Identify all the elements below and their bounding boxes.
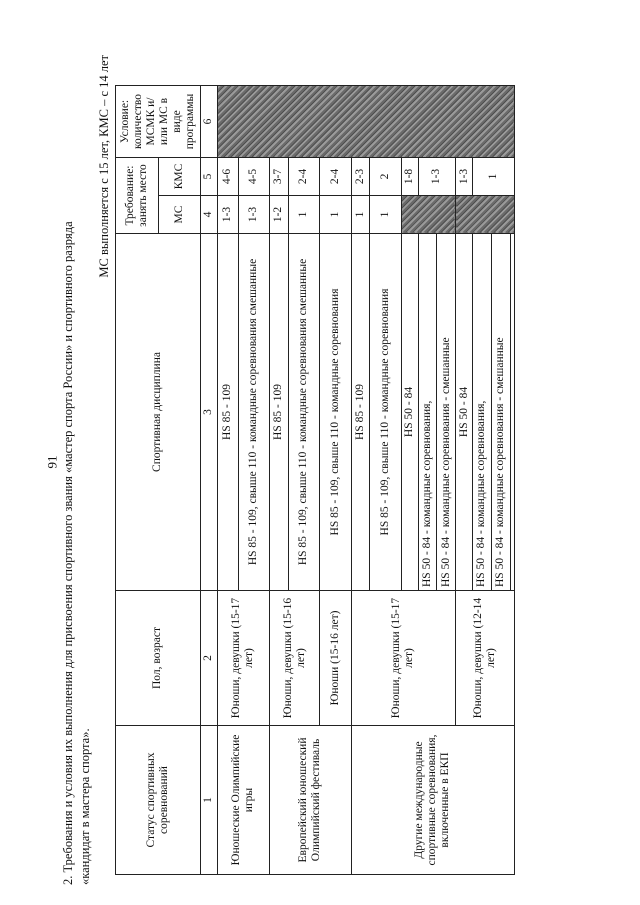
header-status: Статус спортивных соревнований: [116, 726, 201, 875]
ms-cell: 1: [320, 196, 351, 234]
discipline-cell: HS 85 - 109, свыше 110 - командные соревнования: [320, 234, 351, 591]
discipline-cell: HS 85 - 109: [351, 234, 370, 591]
header-gender-age: Пол, возраст: [116, 591, 201, 726]
kms-cell: 3-7: [269, 158, 288, 196]
heading-line-1: 2. Требования и условия их выполнения для присвоения спортивного звания «мастер спорта России» и спортивного разряда: [61, 221, 75, 885]
page-number: 91: [44, 455, 60, 469]
header-kms: КМС: [159, 158, 201, 196]
gender-age-cell: Юноши, девушки (15-16 лет): [269, 591, 319, 726]
shaded-ms-cell: [456, 196, 515, 234]
discipline-cell: HS 50 - 84: [456, 234, 473, 591]
kms-cell: 1-8: [401, 158, 418, 196]
empty-cell: [510, 234, 514, 591]
gender-age-cell: Юноши, девушки (15-17 лет): [351, 591, 456, 726]
ms-cell: 1: [288, 196, 319, 234]
status-cell: Юношеские Олимпийские игры: [217, 726, 269, 875]
discipline-cell: HS 50 - 84 - командные соревнования - смешанные: [491, 234, 510, 591]
kms-cell: 2-3: [351, 158, 370, 196]
discipline-cell: HS 50 - 84 - командные соревнования,: [473, 234, 492, 591]
col-num-6: 6: [200, 86, 217, 158]
gender-age-cell: Юноши, девушки (12-14 лет): [456, 591, 515, 726]
header-condition: Условие: количество МСМК и/или МС в виде программы: [116, 86, 201, 158]
discipline-cell: HS 85 - 109, свыше 110 - командные соревнования смешанные: [238, 234, 269, 591]
discipline-cell: HS 50 - 84: [401, 234, 418, 591]
kms-cell: 2: [370, 158, 401, 196]
discipline-cell: HS 85 - 109: [217, 234, 238, 591]
header-discipline: Спортивная дисциплина: [116, 234, 201, 591]
ms-cell: 1: [351, 196, 370, 234]
ms-cell: 1-2: [269, 196, 288, 234]
kms-cell: 4-5: [238, 158, 269, 196]
status-cell: Другие международные спортивные соревнования, включенные в ЕКП: [351, 726, 514, 875]
discipline-cell: HS 85 - 109: [269, 234, 288, 591]
kms-cell: 2-4: [320, 158, 351, 196]
col-num-3: 3: [200, 234, 217, 591]
status-cell: Европейский юношеский Олимпийский фестиваль: [269, 726, 351, 875]
ms-cell: 1-3: [238, 196, 269, 234]
col-num-5: 5: [200, 158, 217, 196]
ms-cell: 1-3: [217, 196, 238, 234]
header-requirement: Требование: занять место: [116, 158, 159, 234]
discipline-cell: HS 85 - 109, свыше 110 - командные соревнования смешанные: [288, 234, 319, 591]
age-note: МС выполняется с 15 лет, КМС – с 14 лет: [97, 55, 111, 278]
ms-cell: 1: [370, 196, 401, 234]
shaded-ms-cell: [401, 196, 455, 234]
col-num-1: 1: [200, 726, 217, 875]
col-num-4: 4: [200, 196, 217, 234]
heading-line-2: «кандидат в мастера спорта».: [78, 728, 92, 885]
gender-age-cell: Юноши (15-16 лет): [320, 591, 351, 726]
kms-cell: 1: [473, 158, 515, 196]
discipline-cell: HS 50 - 84 - командные соревнования,: [418, 234, 437, 591]
discipline-cell: HS 85 - 109, свыше 110 - командные соревнования: [370, 234, 401, 591]
shaded-condition-cell: [217, 86, 514, 158]
gender-age-cell: Юноши, девушки (15-17 лет): [217, 591, 269, 726]
kms-cell: 1-3: [418, 158, 456, 196]
col-num-2: 2: [200, 591, 217, 726]
discipline-cell: HS 50 - 84 - командные соревнования - смешанные: [437, 234, 456, 591]
kms-cell: 4-6: [217, 158, 238, 196]
kms-cell: 2-4: [288, 158, 319, 196]
requirements-table: [115, 85, 515, 875]
kms-cell: 1-3: [456, 158, 473, 196]
header-ms: МС: [159, 196, 201, 234]
section-heading: [60, 85, 94, 885]
